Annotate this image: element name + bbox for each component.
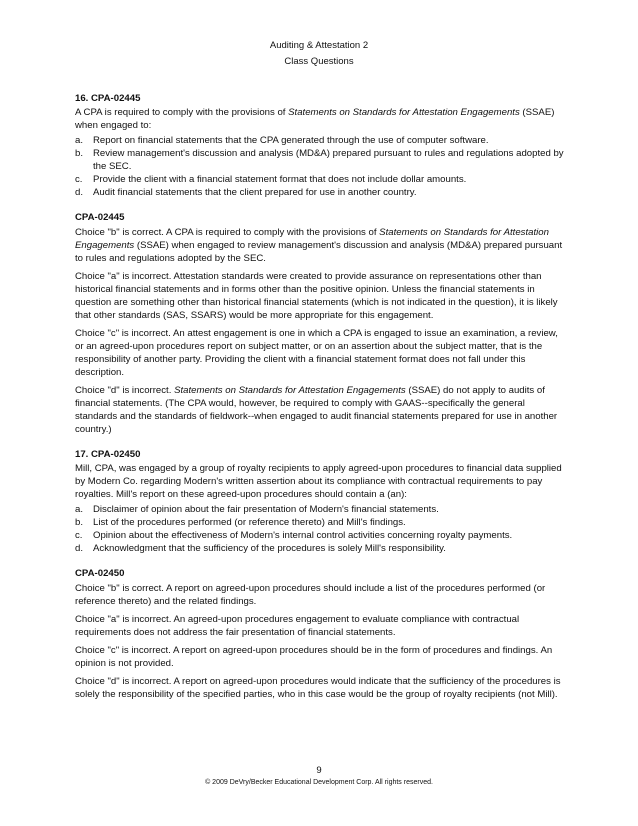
stem-text: (SSAE) when engaged to: [75,107,555,131]
answer-16-choice-d [75,384,565,436]
question-17-heading: 17. CPA-02450 [75,449,141,460]
stem-italic-text: Statements on Standards for Attestation Engagements [288,107,520,118]
option-letter: a. [75,504,84,515]
question-17-options [75,503,565,555]
answer-16-choice-a: Choice "a" is incorrect. Attestation standards were created to provide assurance on representations other than historical financial statements and in forms other than the positive opinion. Unless the financial statements in question are something other than historical financial statements (which is not indicated in the question), it is likely that other standards (SAS, SSARS) would be more appropriate for this engagement. [75,271,558,321]
option-text: Audit financial statements that the client prepared for use in another country. [93,187,417,198]
question-16-heading: 16. CPA-02445 [75,93,141,104]
answer-text: (SSAE) do not apply to audits of financial statements. (The CPA would, however, be required to comply with GAAS--specifically the general standards and the standards of fieldwork--when engaged to audit financial statements prepared for use in another country.) [75,385,558,435]
option-item [75,542,565,555]
header-subtitle: Class Questions [284,56,354,67]
option-text: Opinion about the effectiveness of Modern's internal control activities concerning royalty payments. [93,530,513,541]
answer-17-choice-b: Choice "b" is correct. A report on agreed-upon procedures should include a list of the procedures performed (or reference thereto) and the related findings. [75,583,546,607]
option-item [75,173,565,186]
option-item [75,134,565,147]
option-text: List of the procedures performed (or reference thereto) and Mill's findings. [93,517,406,528]
option-letter: b. [75,148,84,159]
option-item [75,516,565,529]
option-item [75,186,565,199]
option-letter: d. [75,543,84,554]
option-text: Report on financial statements that the CPA generated through the use of computer software. [93,135,489,146]
option-text: Disclaimer of opinion about the fair presentation of Modern's financial statements. [93,504,439,515]
option-item [75,147,565,173]
answer-text: Choice "d" is incorrect. [75,385,175,396]
question-16-stem [75,106,565,132]
option-letter: c. [75,530,83,541]
answer-16-choice-b [75,226,565,265]
option-item [75,503,565,516]
answer-italic-text: Statements on Standards for Attestation Engagements [75,227,549,251]
option-letter: b. [75,517,84,528]
option-letter: d. [75,187,84,198]
option-letter: a. [75,135,84,146]
option-text: Review management's discussion and analysis (MD&A) prepared pursuant to rules and regulations adopted by the SEC. [93,148,564,172]
option-text: Acknowledgment that the sufficiency of the procedures is solely Mill's responsibility. [93,543,446,554]
answer-text: (SSAE) when engaged to review management's discussion and analysis (MD&A) prepared pursuant to rules and regulations adopted by the SEC. [75,240,563,264]
option-item [75,529,565,542]
answer-italic-text: Statements on Standards for Attestation Engagements [174,385,406,396]
option-letter: c. [75,174,83,185]
answer-17-choice-c: Choice "c" is incorrect. A report on agreed-upon procedures should be in the form of procedures and findings. An opinion is not provided. [75,645,553,669]
answer-16-choice-c: Choice "c" is incorrect. An attest engagement is one in which a CPA is engaged to issue an examination, a review, or an agreed-upon procedures report on subject matter, or on an assertion about the subject matter, that is the responsibility of another party. Providing the client with a financial statement format does not fall under this description. [75,328,558,378]
answer-text: Choice "b" is correct. A CPA is required to comply with the provisions of [75,227,380,238]
option-text: Provide the client with a financial statement format that does not include dollar amounts. [93,174,467,185]
page-number: 9 [316,765,322,776]
question-16-options [75,134,565,199]
content-area [75,92,565,706]
answer-17-heading: CPA-02450 [75,568,125,579]
answer-16-heading: CPA-02445 [75,212,125,223]
question-17-stem: Mill, CPA, was engaged by a group of royalty recipients to apply agreed-upon procedures to financial data supplied by Modern Co. regarding Modern's written assertion about its compliance with contractual requirements to pay royalties. Mill's report on these agreed-upon procedures should contain a (an): [75,463,562,500]
header-title: Auditing & Attestation 2 [269,40,369,51]
answer-17-choice-d: Choice "d" is incorrect. A report on agreed-upon procedures would indicate that the sufficiency of the procedures is solely the responsibility of the specified parties, who in this case would be the group of royalty recipients (not Mill). [75,676,561,700]
answer-17-choice-a: Choice "a" is incorrect. An agreed-upon procedures engagement to evaluate compliance with contractual requirements does not address the fair presentation of financial statements. [75,614,520,638]
copyright-notice: © 2009 DeVry/Becker Educational Development Corp. All rights reserved. [205,779,433,786]
stem-text: A CPA is required to comply with the provisions of [75,107,289,118]
